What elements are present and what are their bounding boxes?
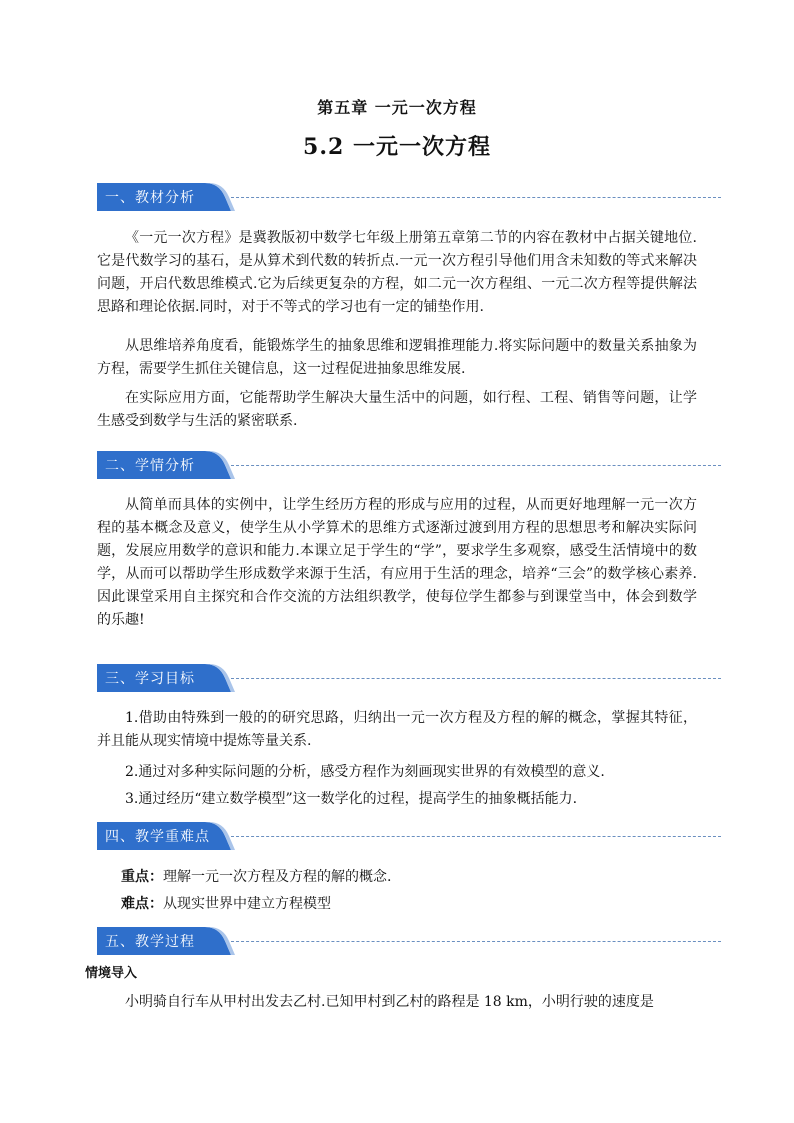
goal-item: 3.通过经历“建立数学模型”这一数学化的过程，提高学生的抽象概括能力.: [125, 791, 578, 807]
heading-tab: [97, 451, 235, 479]
divider: [231, 941, 721, 942]
paragraph: 小明骑自行车从甲村出发去乙村.已知甲村到乙村的路程是 18 km，小明行驶的速度是: [125, 994, 654, 1010]
section-heading-textbook-analysis: [97, 183, 721, 211]
heading-label: 三、学习目标: [105, 671, 195, 687]
key-text: 理解一元一次方程及方程的解的概念.: [163, 869, 392, 885]
divider: [231, 465, 721, 466]
heading-tab: [97, 183, 235, 211]
heading-tab: [97, 927, 235, 955]
paragraph: 在实际应用方面，它能帮助学生解决大量生活中的问题，如行程、工程、销售等问题，让学生感受到数学与生活的紧密联系.: [97, 390, 697, 429]
chapter-title: 第五章 一元一次方程: [317, 98, 477, 117]
heading-label: 五、教学过程: [105, 934, 195, 950]
heading-label: 一、教材分析: [105, 190, 195, 206]
section-heading-learning-goals: [97, 664, 721, 692]
difficult-label: 难点：: [121, 896, 163, 912]
section-heading-key-points: [97, 822, 721, 850]
divider: [231, 836, 721, 837]
heading-label: 二、学情分析: [105, 458, 195, 474]
key-point: [121, 866, 741, 889]
subheading-situation-intro: 情境导入: [85, 966, 138, 981]
divider: [231, 678, 721, 679]
heading-label: 四、教学重难点: [105, 829, 210, 845]
paragraph: 从思维培养角度看，能锻炼学生的抽象思维和逻辑推理能力.将实际问题中的数量关系抽象为方程，需要学生抓住关键信息，这一过程促进抽象思维发展.: [97, 338, 697, 377]
paragraph: 从简单而具体的实例中，让学生经历方程的形成与应用的过程，从而更好地理解一元一次方程的基本概念及意义，使学生从小学算术的思维方式逐渐过渡到用方程的思想思考和解决实际问题，发展应用数学的意识和能力.本课立足于学生的“学”，要求学生多观察，感受生活情境中的数学，从而可以帮助学生形成数学来源于生活，有应用于生活的理念，培养“三会”的数学核心素养.因此课堂采用自主探究和合作交流的方法组织教学，使每位学生都参与到课堂当中，体会到数学的乐趣!: [97, 497, 697, 628]
section-heading-teaching-process: [97, 927, 721, 955]
difficult-point: [121, 893, 741, 916]
section-title: 5.2 一元一次方程: [303, 134, 491, 160]
divider: [231, 197, 721, 198]
section-heading-student-analysis: [97, 451, 721, 479]
goal-item: 2.通过对多种实际问题的分析，感受方程作为刻画现实世界的有效模型的意义.: [125, 764, 605, 780]
paragraph: 《一元一次方程》是冀教版初中数学七年级上册第五章第二节的内容在教材中占据关键地位.它是代数学习的基石，是从算术到代数的转折点.一元一次方程引导他们用含未知数的等式来解决问题，开启代数思维模式.它为后续更复杂的方程，如二元一次方程组、一元二次方程等提供解法思路和理论依据.同时，对于不等式的学习也有一定的铺垫作用.: [97, 230, 697, 315]
goal-item: 1.借助由特殊到一般的的研究思路，归纳出一元一次方程及方程的解的概念，掌握其特征，并且能从现实情境中提炼等量关系.: [97, 710, 697, 749]
heading-tab: [97, 664, 235, 692]
key-label: 重点：: [121, 869, 163, 885]
heading-tab: [97, 822, 235, 850]
difficult-text: 从现实世界中建立方程模型: [163, 896, 331, 912]
